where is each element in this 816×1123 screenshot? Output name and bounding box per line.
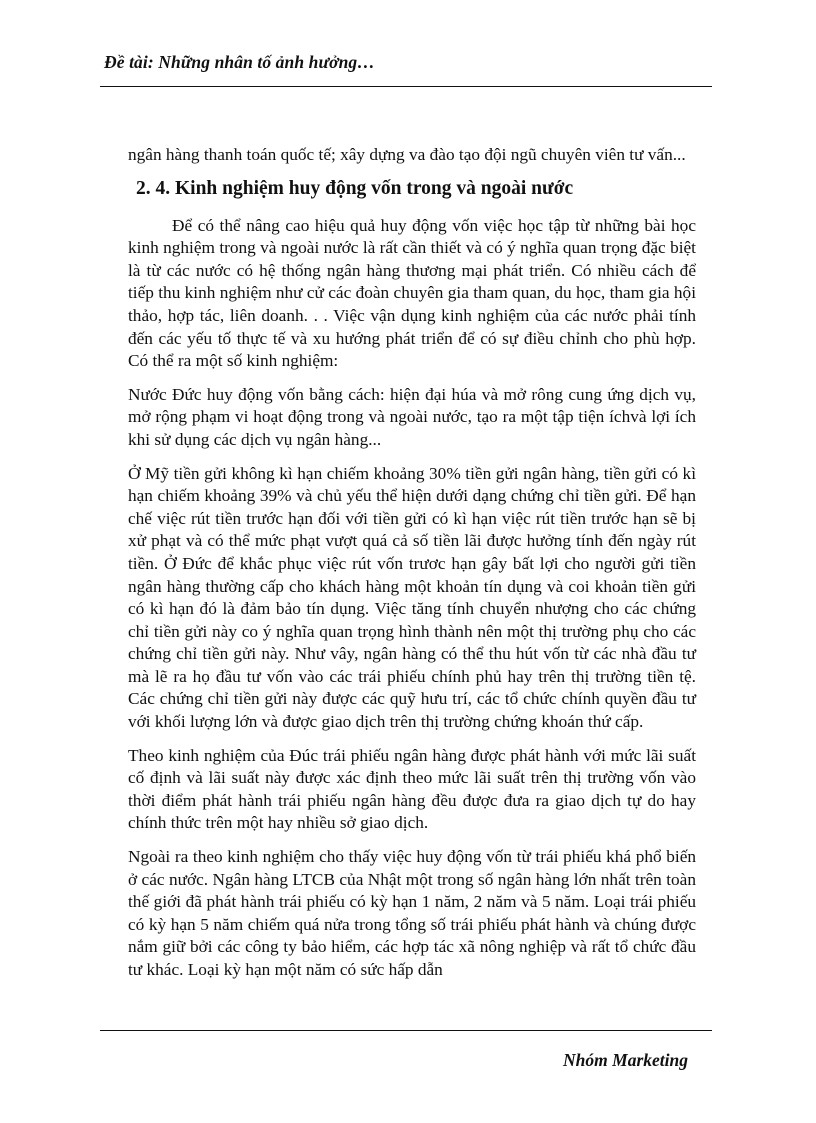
page-footer-author: Nhóm Marketing xyxy=(563,1050,688,1070)
footer-divider xyxy=(100,1030,712,1031)
section-heading: 2. 4. Kinh nghiệm huy động vốn trong và ngoài nước xyxy=(136,177,574,199)
body-paragraph: Theo kinh nghiệm của Đúc trái phiếu ngân hàng được phát hành với mức lãi suất cố định và lãi suất này được xác định theo mức lãi suất trên thị trường vốn vào thời điểm phát hành trái phiếu ngân hàng đều được đưa ra giao dịch tự do hay chính thức trên một hay nhiều sở giao dịch. xyxy=(128,745,696,833)
body-paragraph: Ngoài ra theo kinh nghiệm cho thấy việc huy động vốn từ trái phiếu khá phổ biến ở các nước. Ngân hàng LTCB của Nhật một trong số ngân hàng lớn nhất trên toàn thế giới đã phát hành trái phiếu có kỳ hạn 1 năm, 2 năm và 5 năm. Loại trái phiếu có kỳ hạn 5 năm chiếm quá nửa trong tổng số trái phiếu phát hành và chúng được nắm giữ bởi các công ty bảo hiểm, các hợp tác xã nông nghiệp và rất tổ chức đầu tư khác. Loại kỳ hạn một năm có sức hấp dẫn xyxy=(128,847,696,979)
continuation-paragraph: ngân hàng thanh toán quốc tế; xây dựng va đào tạo đội ngũ chuyên viên tư vấn... xyxy=(128,145,686,164)
body-paragraph: Để có thể nâng cao hiệu quả huy động vốn việc học tập từ những bài học kinh nghiệm trong và ngoài nước là rất cần thiết và có ý nghĩa quan trọng đặc biệt là từ các nước có hệ thống ngân hàng thương mại phát triển. Có nhiều cách để tiếp thu kinh nghiệm như cử các đoàn chuyên gia tham quan, du học, tham gia hội thảo, hợp tác, liên doanh. . . Việc vận dụng kinh nghiệm của các nước phải tính đến các yếu tố thực tế và xu hướng phát triển để có sự điều chỉnh cho phù hợp. Có thể ra một số kinh nghiệm: xyxy=(128,215,696,371)
page-header-title: Đề tài: Những nhân tố ảnh hưởng… xyxy=(104,52,375,72)
body-paragraph: Nước Đức huy động vốn bằng cách: hiện đại húa và mở rông cung ứng dịch vụ, mở rộng phạm vi hoạt động trong và ngoài nước, tạo ra một tập tiện íchvà lợi ích khi sử dụng các dịch vụ ngân hàng... xyxy=(128,384,696,449)
header-divider xyxy=(100,86,712,87)
body-paragraph: Ở Mỹ tiền gửi không kì hạn chiếm khoảng 30% tiền gửi ngân hàng, tiền gửi có kì hạn chiếm khoảng 39% và chủ yếu thể hiện dưới dạng chứng chỉ tiền gửi. Để hạn chế việc rút tiền trước hạn đối với tiền gửi có kì hạn việc rút tiền trước hạn sẽ bị xử phạt và có thể mức phạt vượt quá cả số tiền lãi được hưởng tính đến ngày rút tiền. Ở Đức để khắc phục việc rút vốn trươc hạn gây bất lợi cho người gửi tiền ngân hàng thường cấp cho khách hàng một khoản tín dụng và coi khoản tiền gửi có kì hạn đó là đảm bảo tín dụng. Việc tăng tính chuyển nhượng cho các chứng chỉ tiền gửi này co ý nghĩa quan trọng hình thành nên một thị trường phụ cho các chứng chỉ tiền gửi này. Như vây, ngân hàng có thể thu hút vốn từ các nhà đầu tư mà lẽ ra họ đầu tư vốn vào các trái phiếu chính phủ hay trên thị trường tiền tệ. Các chứng chỉ tiền gửi này được các quỹ hưu trí, các tổ chức chính quyền đầu tư với khối lượng lớn và được giao dịch trên thị trường chứng khoán thứ cấp. xyxy=(128,463,696,732)
page-content xyxy=(128,144,696,993)
